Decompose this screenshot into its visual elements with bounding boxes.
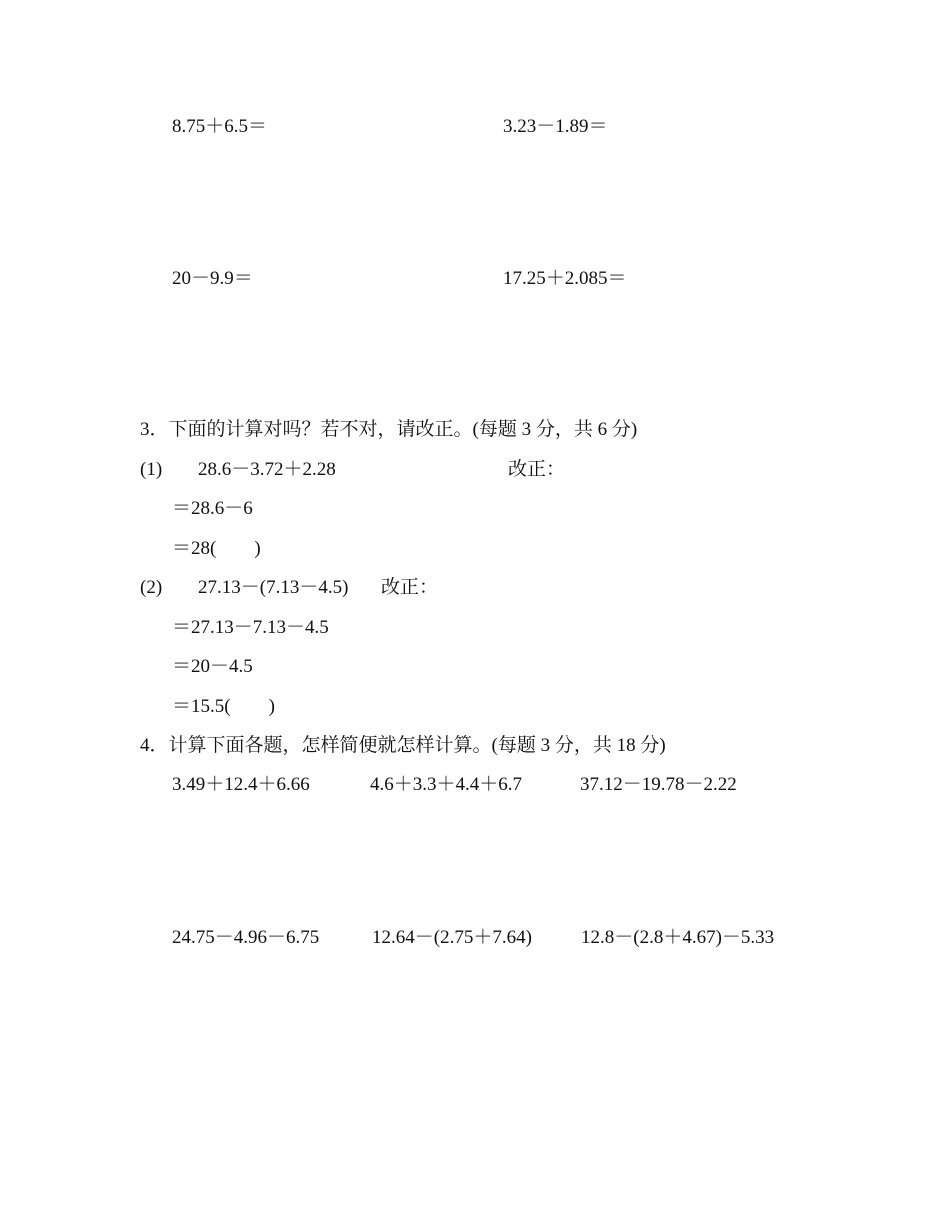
problem-20-minus-9-9: 20－9.9＝ (172, 268, 253, 289)
calc-problem-5: 12.64－(2.75＋7.64) (372, 927, 532, 948)
item-2-expression: 27.13－(7.13－4.5) (198, 577, 349, 598)
section-4-heading: 4．计算下面各题，怎样简便就怎样计算。(每题 3 分，共 18 分) (140, 735, 666, 756)
item-2-step-2: ＝20－4.5 (172, 656, 253, 677)
calc-problem-3: 37.12－19.78－2.22 (580, 774, 737, 795)
item-2-label: (2) (140, 577, 163, 598)
calc-problem-2: 4.6＋3.3＋4.4＋6.7 (370, 774, 523, 795)
item-1-step-1: ＝28.6－6 (172, 498, 253, 519)
item-1-expression: 28.6－3.72＋2.28 (198, 459, 336, 480)
calc-problem-1: 3.49＋12.4＋6.66 (172, 774, 310, 795)
problem-3-23-minus-1-89: 3.23－1.89＝ (503, 116, 608, 137)
calc-problem-4: 24.75－4.96－6.75 (172, 927, 320, 948)
item-1-correction-label: 改正： (508, 459, 566, 480)
item-2-correction-label: 改正： (381, 577, 439, 598)
calc-problem-6: 12.8－(2.8＋4.67)－5.33 (581, 927, 775, 948)
problem-8-75-plus-6-5: 8.75＋6.5＝ (172, 116, 268, 137)
item-1-step-2: ＝28( ) (172, 538, 261, 559)
problem-17-25-plus-2-085: 17.25＋2.085＝ (503, 268, 627, 289)
section-3-heading: 3．下面的计算对吗？若不对，请改正。(每题 3 分，共 6 分) (140, 419, 638, 440)
item-2-step-1: ＝27.13－7.13－4.5 (172, 617, 329, 638)
item-1-label: (1) (140, 459, 163, 480)
item-2-step-3: ＝15.5( ) (172, 696, 275, 717)
